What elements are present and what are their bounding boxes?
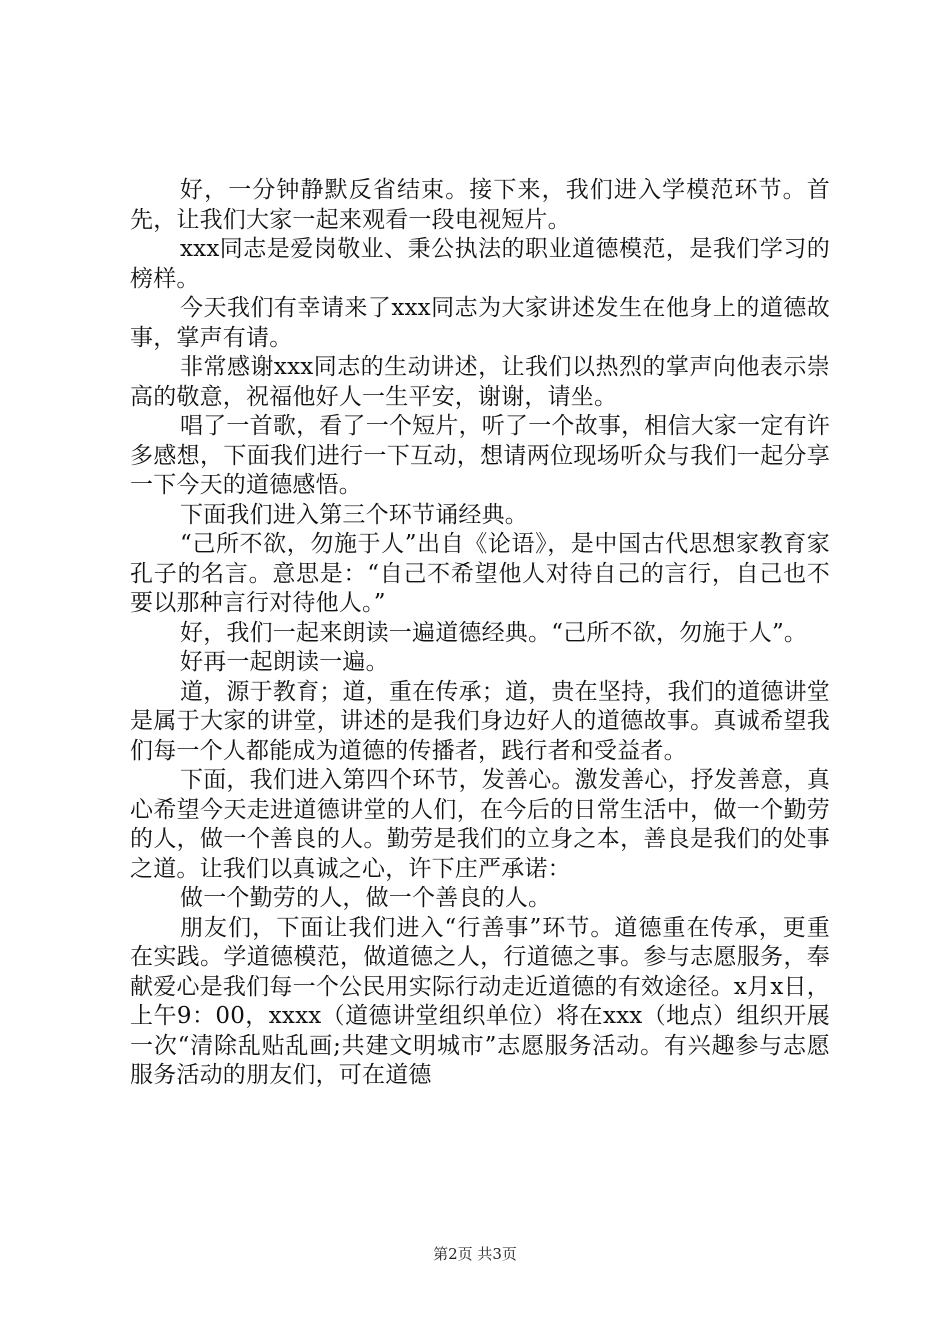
paragraph-4: 非常感谢xxx同志的生动讲述，让我们以热烈的掌声向他表示崇高的敬意，祝福他好人一生平安，谢谢，请坐。 xyxy=(130,354,830,410)
paragraph-1: 好，一分钟静默反省结束。接下来，我们进入学模范环节。首先，让我们大家一起来观看一段电视短片。 xyxy=(130,177,830,233)
paragraph-2: xxx同志是爱岗敬业、秉公执法的职业道德模范，是我们学习的榜样。 xyxy=(130,236,830,292)
page-footer: 第2页 共3页 xyxy=(433,1245,517,1263)
paragraph-5: 唱了一首歌，看了一个短片，听了一个故事，相信大家一定有许多感想，下面我们进行一下互动，想请两位现场听众与我们一起分享一下今天的道德感悟。 xyxy=(130,413,830,498)
paragraph-11: 下面，我们进入第四个环节，发善心。激发善心，抒发善意，真心希望今天走进道德讲堂的人们，在今后的日常生活中，做一个勤劳的人，做一个善良的人。勤劳是我们的立身之本，善良是我们的处事之道。让我们以真诚之心，许下庄严承诺： xyxy=(130,767,830,882)
paragraph-6: 下面我们进入第三个环节诵经典。 xyxy=(180,501,528,528)
paragraph-7: “己所不欲，勿施于人”出自《论语》，是中国古代思想家教育家孔子的名言。意思是：“自己不希望他人对待自己的言行，自己也不要以那种言行对待他人。” xyxy=(130,531,830,616)
document-body xyxy=(130,176,830,1091)
paragraph-13: 朋友们，下面让我们进入“行善事”环节。道德重在传承，更重在实践。学道德模范，做道德之人，行道德之事。参与志愿服务，奉献爱心是我们每一个公民用实际行动走近道德的有效途径。x月x日，上午9：00，xxxx（道德讲堂组织单位）将在xxx（地点）组织开展一次“清除乱贴乱画;共建文明城市”志愿服务活动。有兴趣参与志愿服务活动的朋友们，可在道德 xyxy=(130,914,830,1088)
paragraph-10: 道，源于教育；道，重在传承；道，贵在坚持，我们的道德讲堂是属于大家的讲堂，讲述的是我们身边好人的道德故事。真诚希望我们每一个人都能成为道德的传播者，践行者和受益者。 xyxy=(130,678,830,764)
paragraph-9: 好再一起朗读一遍。 xyxy=(180,649,389,675)
paragraph-8: 好，我们一起来朗读一遍道德经典。“己所不欲，勿施于人”。 xyxy=(180,619,808,646)
paragraph-12: 做一个勤劳的人，做一个善良的人。 xyxy=(180,885,552,911)
paragraph-3: 今天我们有幸请来了xxx同志为大家讲述发生在他身上的道德故事，掌声有请。 xyxy=(130,295,830,351)
